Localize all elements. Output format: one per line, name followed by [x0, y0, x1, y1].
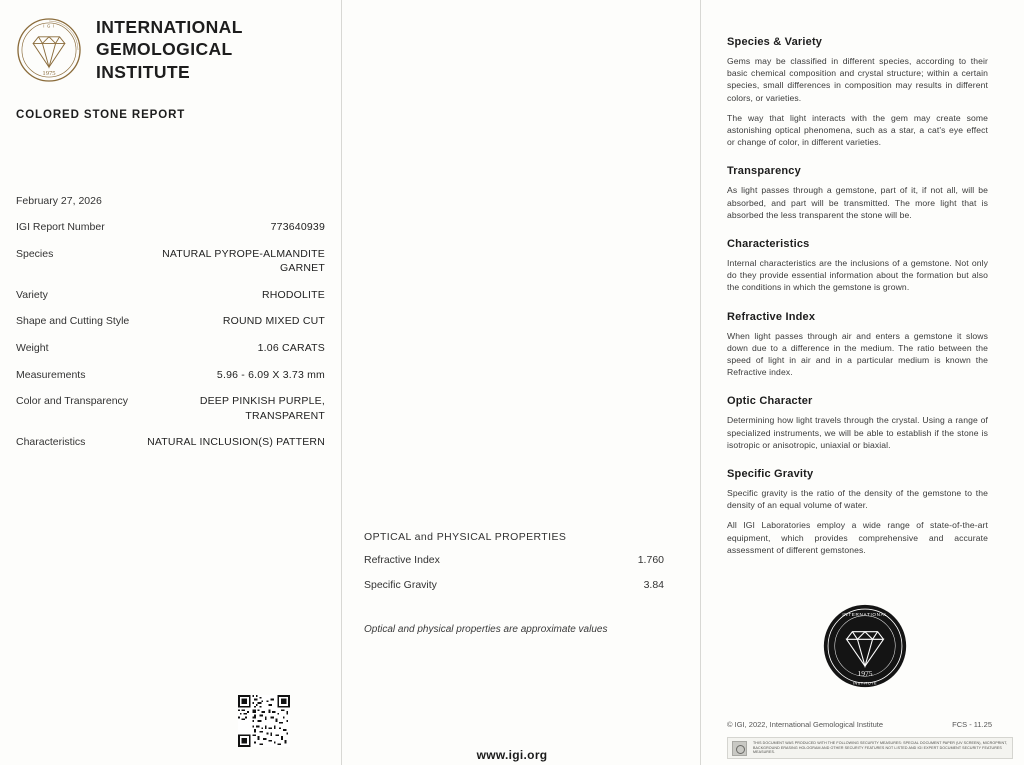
spec-label: Measurements [16, 368, 86, 381]
spec-row-variety [16, 288, 325, 302]
igi-diamond-seal-logo [16, 17, 82, 83]
brand-name-line3: INSTITUTE [96, 61, 191, 82]
security-notice-text: THIS DOCUMENT WAS PRODUCED WITH THE FOLLOWING SECURITY MEASURES: SPECIAL DOCUMENT PAPER (UV SCREEN), MICROPRINT, BACKGROUND ERASING HOLOGRAM AND OTHER SECURITY FEATURES NOT LISTED AND IGI EXPERT DOCUMENT SECURITY FEATURES MEASURES. [753, 740, 1008, 755]
security-notice [727, 737, 1013, 759]
spec-row-weight [16, 341, 325, 355]
spec-row-shape [16, 314, 325, 328]
optical-note: Optical and physical properties are approximate values [364, 624, 608, 635]
section-heading-characteristics: Characteristics [727, 238, 810, 251]
spec-row-species [16, 247, 325, 275]
section-heading-optic-character: Optic Character [727, 395, 813, 408]
spec-value: 773640939 [270, 221, 325, 234]
svg-text:1975: 1975 [42, 69, 56, 77]
section-paragraph: All IGI Laboratories employ a wide range of state-of-the-art equipment, which provides comprehensive and accurate assessment of different gemstones. [727, 520, 988, 555]
spec-label: Weight [16, 342, 49, 355]
security-shield-icon [732, 741, 747, 756]
copyright-text: © IGI, 2022, International Gemological Institute [727, 720, 884, 729]
spec-row-color [16, 394, 325, 422]
optical-properties-title: OPTICAL and PHYSICAL PROPERTIES [364, 531, 567, 543]
optical-label: Refractive Index [364, 554, 440, 566]
spec-label: Color and Transparency [16, 395, 129, 408]
optical-label: Specific Gravity [364, 579, 437, 591]
optical-value: 1.760 [637, 554, 664, 566]
seal-year: 1975 [857, 669, 873, 679]
spec-label: Shape and Cutting Style [16, 315, 130, 328]
spec-value: NATURAL PYROPE-ALMANDITE GARNET [162, 247, 325, 275]
section-heading-specific-gravity: Specific Gravity [727, 468, 814, 481]
spec-row-measurements [16, 368, 325, 382]
section-paragraph: Determining how light travels through the crystal. Using a range of specialized instruments, we will be able to establish if the stone is isotropic or anisotropic, uniaxial or biaxial. [727, 415, 988, 450]
center-column [342, 0, 700, 765]
qr-code[interactable] [238, 695, 290, 747]
section-paragraph: Specific gravity is the ratio of the density of the gemstone to the density of an equal volume of water. [727, 488, 988, 511]
spec-label: Species [16, 247, 54, 260]
section-paragraph: As light passes through a gemstone, part of it, if not all, will be absorbed, and part will be transmitted. The more light that is absorbed the less transparent the stone will be. [727, 185, 988, 220]
igi-black-seal [823, 604, 907, 688]
report-date: February 27, 2026 [16, 195, 102, 208]
spec-value: DEEP PINKISH PURPLE, TRANSPARENT [199, 395, 325, 422]
optical-row-refractive-index [364, 554, 664, 566]
spec-value: RHODOLITE [261, 288, 325, 301]
section-paragraph: Internal characteristics are the inclusions of a gemstone. Not only do they provide essential information about the formation but also the conditions in which the gemstone is grown. [727, 258, 988, 293]
spec-value: NATURAL INCLUSION(S) PATTERN [147, 436, 325, 449]
spec-value: 5.96 - 6.09 X 3.73 mm [216, 368, 325, 381]
spec-label: IGI Report Number [16, 221, 105, 234]
right-column [701, 0, 1024, 765]
svg-text:INSTITUTE: INSTITUTE [853, 681, 877, 686]
section-heading-transparency: Transparency [727, 165, 801, 178]
document-code: FCS - 11.25 [952, 720, 992, 729]
spec-row-report-number [16, 220, 325, 234]
spec-label: Characteristics [16, 436, 86, 449]
section-paragraph: The way that light interacts with the gem may create some astonishing optical phenomena, such as a star, a cat's eye effect or change of color, in different varieties. [727, 112, 988, 148]
specifications-list [16, 220, 325, 449]
spec-label: Variety [16, 288, 48, 301]
brand-name-line1: INTERNATIONAL [96, 17, 243, 37]
svg-text:I G I: I G I [43, 23, 55, 29]
spec-value: ROUND MIXED CUT [222, 315, 325, 328]
optical-value: 3.84 [643, 579, 664, 591]
spec-value: 1.06 CARATS [257, 342, 325, 355]
brand-header [16, 16, 325, 83]
section-heading-species-variety: Species & Variety [727, 36, 823, 48]
left-column [0, 0, 341, 765]
brand-name [96, 16, 243, 83]
section-paragraph: Gems may be classified in different species, according to their basic chemical composition and crystal structure; within a certain species, small differences in composition may results in different colors, or varieties. [727, 56, 988, 103]
report-title: COLORED STONE REPORT [16, 109, 186, 122]
section-heading-refractive-index: Refractive Index [727, 310, 816, 323]
optical-row-specific-gravity [364, 579, 664, 591]
svg-text:INTERNATIONAL: INTERNATIONAL [842, 611, 888, 617]
website-link[interactable]: www.igi.org [476, 748, 548, 762]
brand-name-line2: GEMOLOGICAL [96, 39, 233, 60]
spec-row-characteristics [16, 435, 325, 449]
section-paragraph: When light passes through air and enters a gemstone it slows down due to a difference in the medium. The ratio between the speed of light in air and in a particular medium is known the Refractive index. [727, 330, 988, 378]
